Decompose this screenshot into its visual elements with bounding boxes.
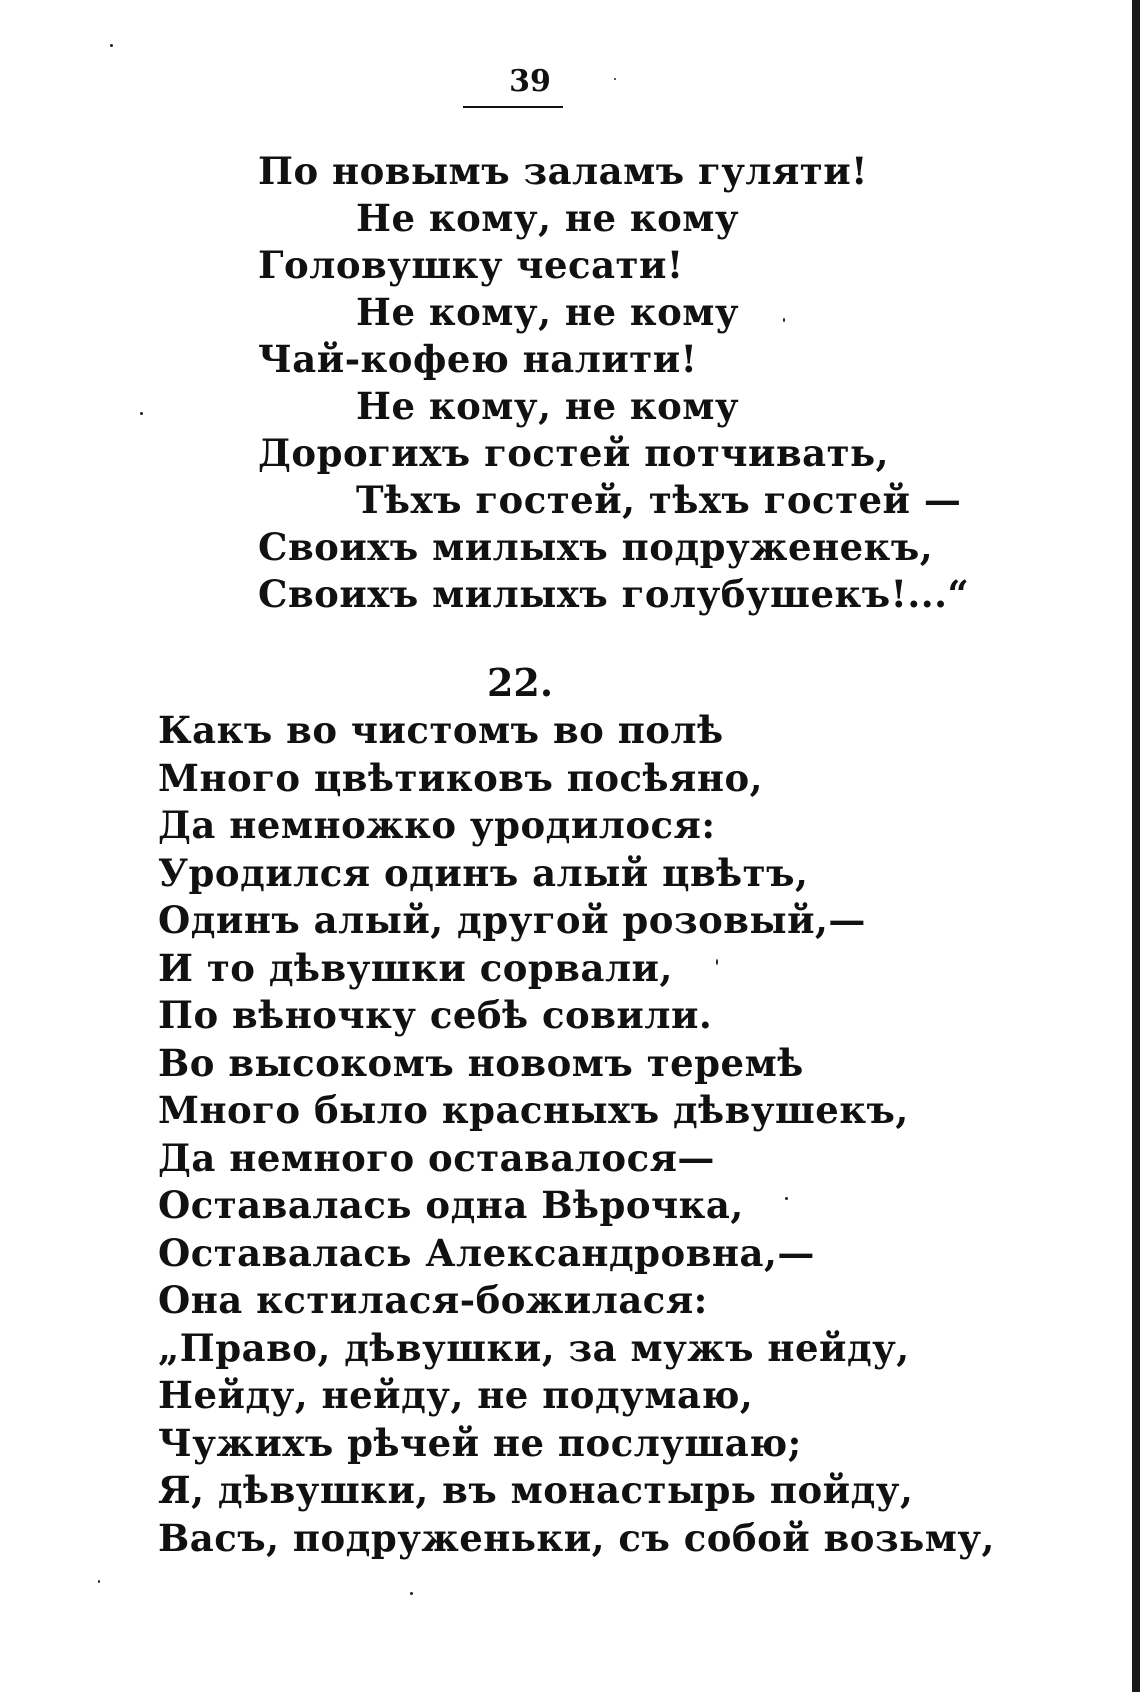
verse-line: „Право, дѣвушки, за мужъ нейду, [158,1325,910,1370]
verse-line: Своихъ милыхъ голубушекъ!...“ [258,572,970,616]
verse-line: Уродился одинъ алый цвѣтъ, [158,850,809,895]
page-edge [1132,0,1140,1692]
verse-line: Какъ во чистомъ во полѣ [158,708,724,752]
verse-line: Одинъ алый, другой розовый,— [158,898,866,942]
poem-22-text [158,707,1038,1562]
scan-speck [410,1592,413,1595]
scan-speck [783,318,785,322]
verse-line: Васъ, подруженьки, съ собой возьму, [158,1515,995,1560]
scan-speck [614,78,616,80]
scan-speck [98,1580,100,1583]
verse-line: Нейду, нейду, не подумаю, [158,1373,754,1417]
verse-line: Она кстилася-божилася: [158,1278,708,1322]
verse-line: Головушку чесати! [258,243,684,287]
verse-line: Тѣхъ гостей, тѣхъ гостей — [356,478,962,522]
verse-line: Чужихъ рѣчей не послушаю; [158,1420,802,1465]
verse-line: Много цвѣтиковъ посѣяно, [158,755,764,800]
verse-line: Не кому, не кому [356,384,740,428]
verse-line: И то дѣвушки сорвали, [158,945,673,990]
verse-line: Оставалась одна Вѣрочка, [158,1183,744,1227]
verse-line: Много было красныхъ дѣвушекъ, [158,1088,909,1132]
verse-line: По новымъ заламъ гуляти! [258,149,868,193]
verse-line: Чай-кофею налити! [258,337,698,381]
verse-line: Не кому, не кому [356,290,740,334]
verse-line: Дорогихъ гостей потчивать, [258,431,890,475]
verse-line: По вѣночку себѣ совили. [158,993,713,1037]
verse-line: Оставалась Александровна,— [158,1230,815,1275]
scan-speck [716,959,718,965]
verse-line: Я, дѣвушки, въ монастырь пойду, [158,1468,914,1512]
scan-speck [785,1197,788,1200]
scan-speck [110,44,113,47]
scan-speck [140,412,143,415]
verse-line: Своихъ милыхъ подруженекъ, [258,525,934,569]
verse-line: Не кому, не кому [356,196,740,240]
stanza-continuation [258,148,1018,618]
page-number: 39 [509,64,551,99]
verse-line: Да немножко уродилося: [158,803,716,847]
verse-line: Да немного оставалося— [158,1135,715,1180]
page-number-rule [463,106,563,108]
poem-number: 22. [486,660,554,705]
verse-line: Во высокомъ новомъ теремѣ [158,1040,804,1085]
